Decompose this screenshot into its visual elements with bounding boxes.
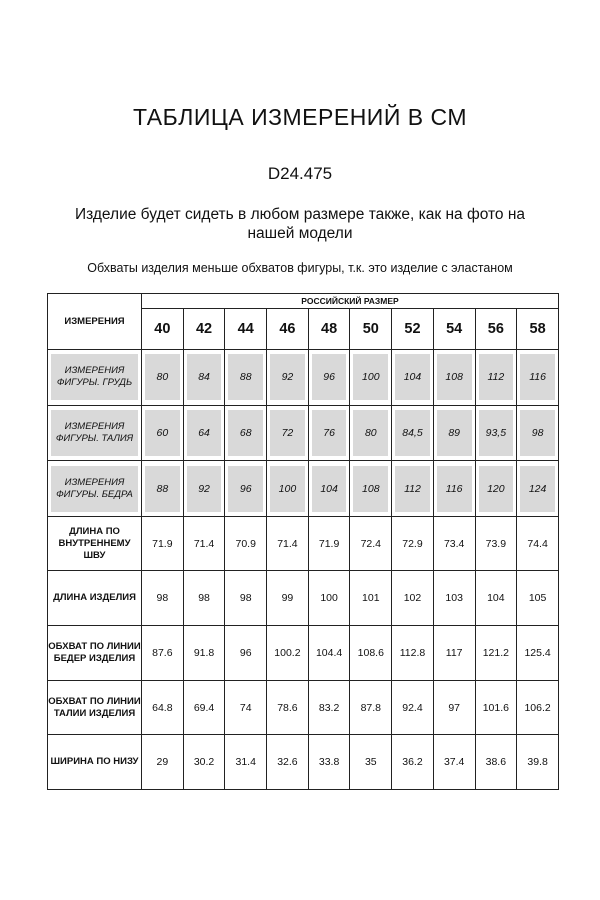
- table-cell: [350, 350, 392, 406]
- table-cell: [183, 461, 225, 517]
- garment-measurement-row: [48, 571, 559, 626]
- size-header-cell: 42: [183, 309, 225, 350]
- table-cell: [225, 461, 267, 517]
- table-cell: 71.4: [183, 516, 225, 571]
- cell-value: 116: [437, 466, 472, 512]
- page-title: ТАБЛИЦА ИЗМЕРЕНИЙ В СМ: [133, 104, 467, 130]
- cell-value: 84,5: [395, 410, 430, 456]
- table-cell: 72.4: [350, 516, 392, 571]
- table-cell: [475, 461, 517, 517]
- table-cell: 91.8: [183, 626, 225, 681]
- table-cell: 37.4: [433, 735, 475, 790]
- table-cell: 117: [433, 626, 475, 681]
- row-label: ДЛИНА ИЗДЕЛИЯ: [48, 571, 142, 626]
- row-label-cell: [48, 461, 142, 517]
- body-measurement-row: [48, 405, 559, 461]
- table-cell: 33.8: [308, 735, 350, 790]
- table-cell: [308, 461, 350, 517]
- size-header-cell: 46: [267, 309, 309, 350]
- row-label-cell: [48, 405, 142, 461]
- table-cell: [183, 405, 225, 461]
- table-cell: [517, 350, 559, 406]
- table-cell: 101.6: [475, 680, 517, 735]
- row-label: ОБХВАТ ПО ЛИНИИ БЕДЕР ИЗДЕЛИЯ: [48, 626, 142, 681]
- table-cell: 71.4: [267, 516, 309, 571]
- table-cell: 96: [225, 626, 267, 681]
- table-cell: 38.6: [475, 735, 517, 790]
- cell-value: 89: [437, 410, 472, 456]
- cell-value: 93,5: [479, 410, 514, 456]
- cell-value: 76: [312, 410, 347, 456]
- row-label: ИЗМЕРЕНИЯ ФИГУРЫ. БЕДРА: [51, 466, 138, 512]
- cell-value: 116: [520, 354, 555, 400]
- cell-value: 100: [270, 466, 305, 512]
- table-cell: 92.4: [392, 680, 434, 735]
- table-cell: 83.2: [308, 680, 350, 735]
- table-cell: 87.8: [350, 680, 392, 735]
- table-cell: [433, 461, 475, 517]
- cell-value: 98: [520, 410, 555, 456]
- cell-value: 108: [353, 466, 388, 512]
- table-cell: 125.4: [517, 626, 559, 681]
- table-cell: 72.9: [392, 516, 434, 571]
- table-cell: [517, 405, 559, 461]
- table-cell: 71.9: [308, 516, 350, 571]
- table-cell: 39.8: [517, 735, 559, 790]
- table-cell: 70.9: [225, 516, 267, 571]
- table-cell: 100: [308, 571, 350, 626]
- table-cell: 35: [350, 735, 392, 790]
- table-cell: 36.2: [392, 735, 434, 790]
- cell-value: 120: [479, 466, 514, 512]
- table-cell: 106.2: [517, 680, 559, 735]
- table-cell: 104: [475, 571, 517, 626]
- table-cell: 103: [433, 571, 475, 626]
- russian-size-header: РОССИЙСКИЙ РАЗМЕР: [142, 294, 559, 309]
- table-cell: [267, 350, 309, 406]
- table-cell: [142, 461, 184, 517]
- table-cell: 98: [225, 571, 267, 626]
- cell-value: 80: [353, 410, 388, 456]
- cell-value: 92: [187, 466, 222, 512]
- size-header-cell: 40: [142, 309, 184, 350]
- body-measurement-row: [48, 350, 559, 406]
- table-cell: 97: [433, 680, 475, 735]
- garment-measurement-row: [48, 735, 559, 790]
- cell-value: 88: [228, 354, 263, 400]
- table-cell: 31.4: [225, 735, 267, 790]
- cell-value: 108: [437, 354, 472, 400]
- table-cell: 74: [225, 680, 267, 735]
- body-measurement-row: [48, 461, 559, 517]
- cell-value: 104: [312, 466, 347, 512]
- table-cell: 69.4: [183, 680, 225, 735]
- table-cell: [183, 350, 225, 406]
- size-header-cell: 44: [225, 309, 267, 350]
- cell-value: 124: [520, 466, 555, 512]
- elastane-note: Обхваты изделия меньше обхватов фигуры, т.к. это изделие с эластаном: [87, 261, 513, 275]
- garment-measurement-row: [48, 680, 559, 735]
- row-label: ШИРИНА ПО НИЗУ: [48, 735, 142, 790]
- table-cell: [392, 405, 434, 461]
- cell-value: 92: [270, 354, 305, 400]
- size-header-cell: 56: [475, 309, 517, 350]
- table-cell: [142, 405, 184, 461]
- table-cell: 101: [350, 571, 392, 626]
- table-cell: 30.2: [183, 735, 225, 790]
- table-cell: [308, 405, 350, 461]
- table-cell: [267, 405, 309, 461]
- cell-value: 60: [145, 410, 180, 456]
- row-label-cell: [48, 350, 142, 406]
- garment-measurement-row: [48, 626, 559, 681]
- table-cell: [475, 405, 517, 461]
- row-label: ДЛИНА ПО ВНУТРЕННЕМУ ШВУ: [48, 516, 142, 571]
- table-cell: 29: [142, 735, 184, 790]
- table-cell: [225, 405, 267, 461]
- cell-value: 88: [145, 466, 180, 512]
- row-label: ИЗМЕРЕНИЯ ФИГУРЫ. ТАЛИЯ: [51, 410, 138, 456]
- table-cell: [142, 350, 184, 406]
- table-cell: 64.8: [142, 680, 184, 735]
- table-cell: [517, 461, 559, 517]
- cell-value: 80: [145, 354, 180, 400]
- table-cell: 73.9: [475, 516, 517, 571]
- garment-measurement-row: [48, 516, 559, 571]
- table-cell: [392, 461, 434, 517]
- table-cell: 100.2: [267, 626, 309, 681]
- cell-value: 64: [187, 410, 222, 456]
- size-header-cell: 54: [433, 309, 475, 350]
- table-cell: 71.9: [142, 516, 184, 571]
- size-header-cell: 58: [517, 309, 559, 350]
- cell-value: 84: [187, 354, 222, 400]
- table-cell: 112.8: [392, 626, 434, 681]
- table-cell: 105: [517, 571, 559, 626]
- table-cell: [225, 350, 267, 406]
- table-cell: 32.6: [267, 735, 309, 790]
- cell-value: 100: [353, 354, 388, 400]
- table-cell: 98: [183, 571, 225, 626]
- table-cell: 98: [142, 571, 184, 626]
- table-cell: [350, 461, 392, 517]
- cell-value: 72: [270, 410, 305, 456]
- table-cell: [350, 405, 392, 461]
- table-cell: 102: [392, 571, 434, 626]
- table-cell: 73.4: [433, 516, 475, 571]
- table-cell: [308, 350, 350, 406]
- cell-value: 104: [395, 354, 430, 400]
- table-cell: 108.6: [350, 626, 392, 681]
- table-cell: [433, 405, 475, 461]
- size-header-cell: 50: [350, 309, 392, 350]
- row-label: ИЗМЕРЕНИЯ ФИГУРЫ. ГРУДЬ: [51, 354, 138, 400]
- table-cell: [392, 350, 434, 406]
- table-cell: [267, 461, 309, 517]
- table-cell: [433, 350, 475, 406]
- table-body: [48, 350, 559, 790]
- fit-note: Изделие будет сидеть в любом размере также, как на фото на нашей модели: [74, 206, 526, 242]
- size-header-cell: 52: [392, 309, 434, 350]
- table-cell: [475, 350, 517, 406]
- cell-value: 112: [395, 466, 430, 512]
- product-code: D24.475: [267, 164, 333, 183]
- cell-value: 68: [228, 410, 263, 456]
- cell-value: 96: [228, 466, 263, 512]
- cell-value: 96: [312, 354, 347, 400]
- row-label: ОБХВАТ ПО ЛИНИИ ТАЛИИ ИЗДЕЛИЯ: [48, 680, 142, 735]
- size-header-cell: 48: [308, 309, 350, 350]
- table-cell: 87.6: [142, 626, 184, 681]
- table-cell: 104.4: [308, 626, 350, 681]
- table-cell: 78.6: [267, 680, 309, 735]
- table-cell: 74.4: [517, 516, 559, 571]
- table-cell: 99: [267, 571, 309, 626]
- table-cell: 121.2: [475, 626, 517, 681]
- measurements-header: ИЗМЕРЕНИЯ: [48, 294, 142, 350]
- cell-value: 112: [479, 354, 514, 400]
- size-table: [47, 293, 559, 790]
